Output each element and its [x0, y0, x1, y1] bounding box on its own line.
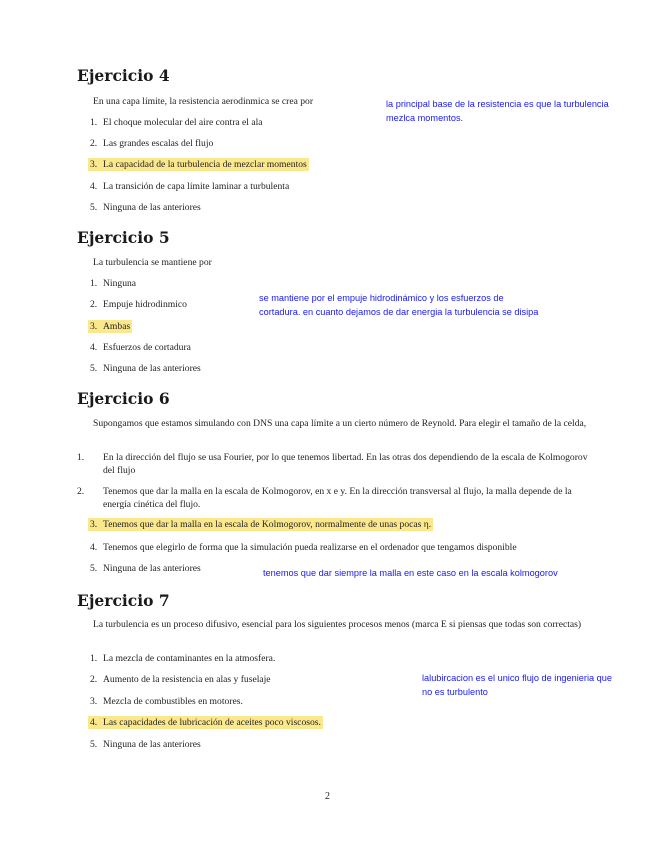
ex4-option-4: 4. La transición de capa límite laminar a turbulenta [90, 181, 290, 192]
ex4-option-3-highlighted: 3. La capacidad de la turbulencia de mezclar momentos [90, 159, 307, 170]
ex4-annotation-line-1: la principal base de la resistencia es que la turbulencia [386, 99, 609, 109]
ex5-annotation [259, 291, 538, 319]
ex5-option-1: 1. Ninguna [90, 278, 137, 289]
ex5-option-3-highlighted: 3. Ambas [90, 321, 131, 332]
ex5-title: Ejercicio 5 [77, 228, 170, 247]
page-number: 2 [325, 791, 330, 802]
ex6-option-4: 4. Tenemos que elegirlo de forma que la simulación pueda realizarse en el ordenador que tengamos disponible [90, 542, 517, 553]
ex6-annotation-line-1: tenemos que dar siempre la malla en este caso en la escala kolmogorov [263, 568, 558, 578]
ex4-option-1: 1. El choque molecular del aire contra el ala [90, 117, 263, 128]
ex7-title: Ejercicio 7 [77, 591, 170, 610]
ex4-option-5: 5. Ninguna de las anteriores [90, 202, 201, 213]
ex4-annotation-line-2: mezlca momentos. [386, 113, 464, 123]
ex7-annotation-line-1: lalubircacion es el unico flujo de ingenieria que [422, 673, 612, 683]
ex7-annotation-line-2: no es turbulento [422, 687, 488, 697]
ex7-option-5: 5. Ninguna de las anteriores [90, 739, 201, 750]
ex6-intro: Supongamos que estamos simulando con DNS una capa límite a un cierto número de Reynold. Para elegir el tamaño de la celda, [93, 418, 587, 429]
ex6-option-1: 1. En la dirección del flujo se usa Fourier, por lo que tenemos libertad. En las otras dos dependiendo de la escala de Kolmogorov del flujo [77, 452, 588, 476]
ex7-option-1: 1. La mezcla de contaminantes en la atmosfera. [90, 653, 276, 664]
ex6-annotation [263, 566, 558, 580]
ex5-option-5: 5. Ninguna de las anteriores [90, 363, 201, 374]
ex4-intro: En una capa límite, la resistencia aerodinmica se crea por [93, 96, 314, 107]
ex7-annotation [422, 671, 612, 699]
ex6-option-2: 2. Tenemos que dar la malla en la escala de Kolmogorov, en x e y. En la dirección transversal al flujo, la malla depende de la energía cinética del flujo. [77, 486, 572, 510]
ex6-option-3-highlighted: 3. Tenemos que dar la malla en la escala de Kolmogorov, normalmente de unas pocas η. [90, 519, 432, 530]
ex7-intro: La turbulencia es un proceso difusivo, esencial para los siguientes procesos menos (marca E si piensas que todas son correctas) [93, 619, 582, 630]
ex5-annotation-line-1: se mantiene por el empuje hidrodinámico y los esfuerzos de [259, 293, 504, 303]
ex6-title: Ejercicio 6 [77, 389, 170, 408]
ex5-intro: La turbulencia se mantiene por [93, 257, 212, 268]
ex5-option-2: 2. Empuje hidrodinmico [90, 299, 187, 310]
ex5-option-4: 4. Esfuerzos de cortadura [90, 342, 191, 353]
ex4-annotation [386, 97, 609, 125]
ex7-option-3: 3. Mezcla de combustibles en motores. [90, 696, 243, 707]
ex4-title: Ejercicio 4 [77, 66, 170, 85]
ex6-option-5: 5. Ninguna de las anteriores [90, 563, 201, 574]
ex4-option-2: 2. Las grandes escalas del flujo [90, 138, 214, 149]
ex7-option-4-highlighted: 4. Las capacidades de lubricación de aceites poco viscosos. [90, 717, 321, 728]
ex5-annotation-line-2: cortadura. en cuanto dejamos de dar energia la turbulencia se disipa [259, 307, 539, 317]
ex7-option-2: 2. Aumento de la resistencia en alas y fuselaje [90, 674, 271, 685]
